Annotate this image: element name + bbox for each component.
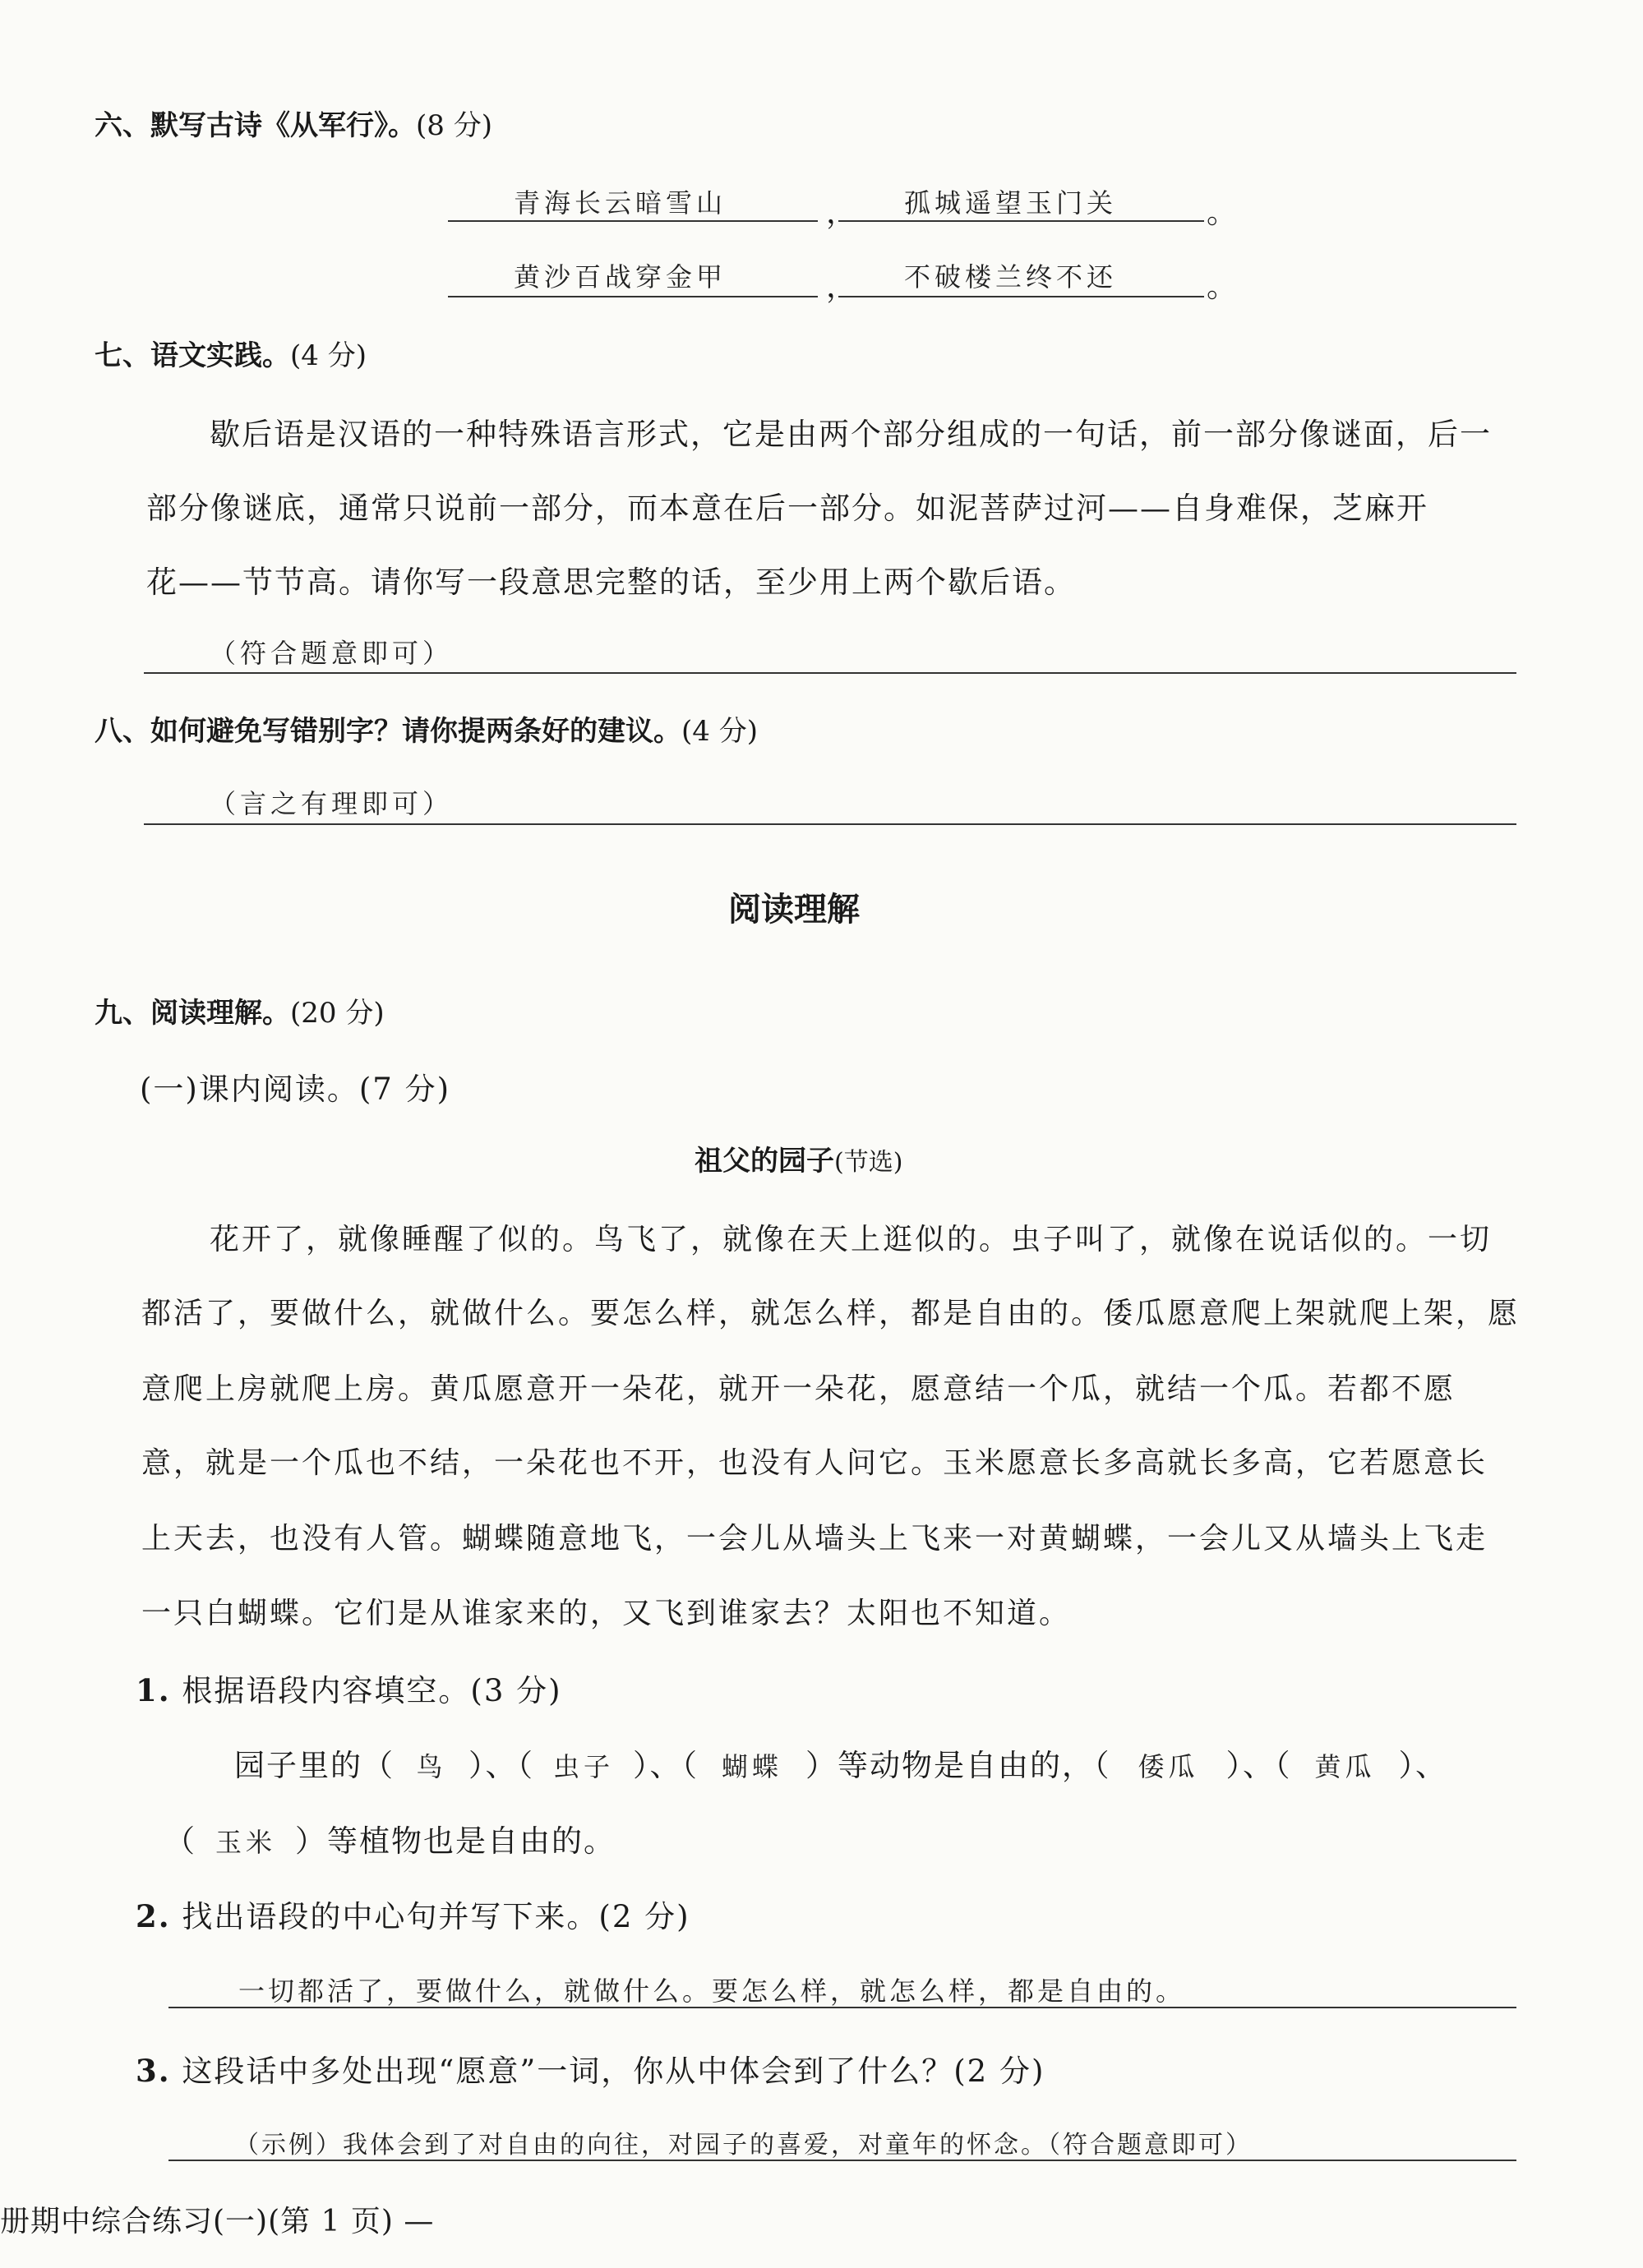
sub3-prompt (136, 2046, 1045, 2091)
q6-line1-a-underline (448, 220, 818, 222)
sub3-number: 3. (136, 2053, 171, 2089)
q6-line1-end: 。 (1207, 195, 1239, 230)
q6-line2-b-underline (838, 296, 1204, 297)
sub1-seg0: 园子里的（ (234, 1748, 395, 1783)
sub3-text: 这段话中多处出现“愿意”一词，你从中体会到了什么？(2 分) (182, 2054, 1045, 2089)
q9-part1-label: (一)课内阅读。(7 分) (140, 1072, 451, 1107)
passage-title-text: 祖父的园子 (695, 1145, 834, 1178)
q6-line1-a: 青海长云暗雪山 (514, 187, 727, 219)
q7-heading (95, 333, 367, 373)
sub1-seg6: （ (164, 1823, 196, 1859)
sub1-answer-6: 玉米 (215, 1827, 276, 1858)
q8-answer: （言之有理即可） (210, 788, 454, 819)
passage-line-4: 意，就是一个瓜也不结，一朵花也不开，也没有人问它。玉米愿意长多高就长多高，它若愿意长 (141, 1446, 1488, 1480)
sub3-answer-underline (168, 2160, 1516, 2161)
sub2-prompt (136, 1892, 690, 1936)
sub1-prompt (136, 1666, 562, 1710)
q7-points: (4 分) (290, 339, 367, 372)
sub1-number: 1. (136, 1672, 171, 1708)
sub3-answer: （示例）我体会到了对自由的向往，对园子的喜爱，对童年的怀念。（符合题意即可） (234, 2131, 1253, 2160)
sub1-seg2: ）、（ (633, 1748, 699, 1783)
passage-line-1: 花开了，就像睡醒了似的。鸟飞了，就像在天上逛似的。虫子叫了，就像在说话似的。一切 (210, 1223, 1493, 1256)
q6-line1-b-underline (838, 220, 1204, 222)
passage-line-5: 上天去，也没有人管。蝴蝶随意地飞，一会儿从墙头上飞来一对黄蝴蝶，一会儿又从墙头上飞走 (141, 1522, 1488, 1556)
q8-heading-text: 八、如何避免写错别字？请你提两条好的建议。 (95, 715, 681, 748)
q6-points: (8 分) (416, 109, 492, 142)
q8-points: (4 分) (681, 715, 758, 748)
sub2-answer: 一切都活了，要做什么，就做什么。要怎么样，就怎么样，都是自由的。 (238, 1975, 1186, 2007)
page-footer: 册期中综合练习(一)(第 1 页) — (0, 2205, 435, 2238)
passage-title-note: (节选) (834, 1148, 903, 1177)
sub1-answer-5: 黄瓜 (1314, 1751, 1376, 1782)
sub1-seg4: ）、（ (1225, 1748, 1292, 1783)
q9-heading (95, 990, 385, 1030)
sub1-fill-line-1 (234, 1740, 1447, 1785)
q6-line2-sep: ， (826, 269, 858, 304)
q6-line2-b: 不破楼兰终不还 (904, 261, 1118, 293)
q6-line1-sep: ， (826, 195, 858, 230)
sub1-seg7: ）等植物也是自由的。 (295, 1823, 616, 1859)
q7-heading-text: 七、语文实践。 (95, 339, 290, 372)
q6-heading (95, 103, 492, 143)
sub1-fill-line-2 (164, 1816, 616, 1860)
sub1-seg5: ）、 (1398, 1748, 1447, 1783)
sub1-answer-3: 蝴蝶 (721, 1751, 782, 1782)
sub2-text: 找出语段的中心句并写下来。(2 分) (182, 1899, 690, 1934)
sub1-seg1: ）、（ (468, 1748, 534, 1783)
q7-paragraph-line-2: 部分像谜底，通常只说前一部分，而本意在后一部分。如泥菩萨过河——自身难保，芝麻开 (146, 491, 1428, 526)
sub2-number: 2. (136, 1898, 171, 1934)
sub1-answer-4: 倭瓜 (1138, 1751, 1199, 1782)
q9-points: (20 分) (290, 997, 385, 1030)
q8-heading (95, 708, 758, 749)
sub1-answer-1: 鸟 (416, 1751, 447, 1782)
sub1-seg3: ）等动物是自由的，（ (805, 1748, 1111, 1783)
q6-line2-a-underline (448, 296, 818, 297)
q7-answer-underline (144, 672, 1516, 674)
q6-line2-a: 黄沙百战穿金甲 (514, 261, 727, 293)
q9-heading-text: 九、阅读理解。 (95, 997, 290, 1030)
passage-line-6: 一只白蝴蝶。它们是从谁家来的，又飞到谁家去？太阳也不知道。 (141, 1597, 1072, 1630)
q7-paragraph-line-3: 花——节节高。请你写一段意思完整的话，至少用上两个歇后语。 (146, 565, 1076, 600)
sub1-answer-2: 虫子 (552, 1751, 614, 1782)
sub2-answer-underline (168, 2007, 1516, 2008)
sub1-text: 根据语段内容填空。(3 分) (182, 1673, 562, 1708)
q8-answer-underline (144, 823, 1516, 825)
section-title: 阅读理解 (728, 891, 860, 929)
q6-line2-end: 。 (1207, 269, 1239, 304)
q7-answer: （符合题意即可） (210, 638, 454, 669)
passage-line-2: 都活了，要做什么，就做什么。要怎么样，就怎么样，都是自由的。倭瓜愿意爬上架就爬上架，愿 (141, 1297, 1521, 1330)
q6-line1-b: 孤城遥望玉门关 (904, 187, 1118, 219)
passage-line-3: 意爬上房就爬上房。黄瓜愿意开一朵花，就开一朵花，愿意结一个瓜，就结一个瓜。若都不愿 (141, 1372, 1456, 1406)
q7-paragraph-line-1: 歇后语是汉语的一种特殊语言形式，它是由两个部分组成的一句话，前一部分像谜面，后一 (210, 417, 1492, 452)
passage-title (695, 1138, 902, 1178)
q6-heading-text: 六、默写古诗《从军行》。 (95, 109, 416, 142)
